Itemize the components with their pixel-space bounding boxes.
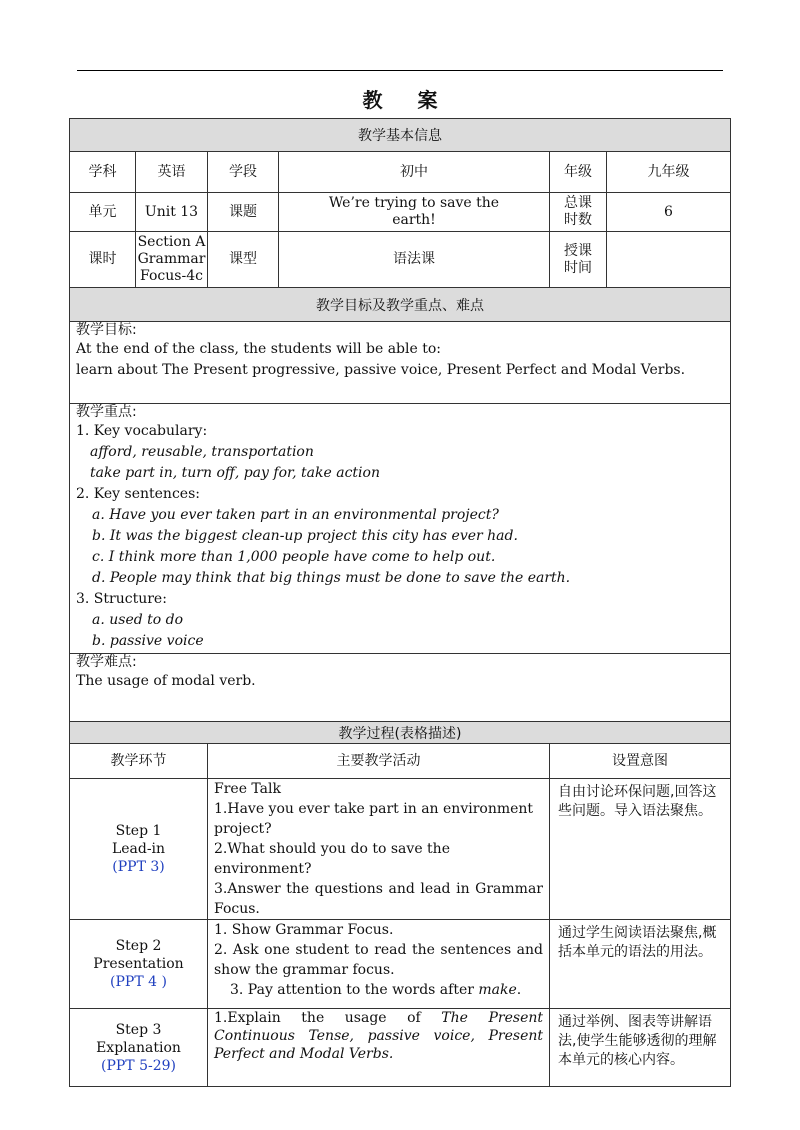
period-label: 课时 [70, 232, 136, 288]
activity-line [214, 980, 543, 1000]
difficult-points [70, 654, 731, 722]
step-name: Step 2 [115, 938, 162, 954]
process-header: 教学过程(表格描述) [70, 722, 731, 744]
topic-value [279, 193, 550, 232]
period-line: Section A [137, 234, 206, 250]
unit-label: 单元 [70, 193, 136, 232]
step-3-cell [70, 1009, 208, 1087]
structure-item: b. passive voice [92, 633, 204, 649]
subject-value: 英语 [136, 152, 208, 193]
step-1-cell [70, 779, 208, 920]
activity-text: . [516, 982, 522, 998]
step-sub: Presentation [93, 956, 184, 972]
subject-label: 学科 [70, 152, 136, 193]
step-ppt: (PPT 4 ) [110, 974, 167, 990]
topic-line: earth! [392, 212, 436, 228]
total-periods-value: 6 [607, 193, 731, 232]
activity-line: Free Talk [214, 781, 281, 797]
activity-line: 3.Answer the questions and lead in Grammar Focus. [214, 881, 543, 917]
step-3-intent: 通过举例、图表等讲解语法,使学生能够透彻的理解本单元的核心内容。 [550, 1009, 731, 1087]
step-sub: Lead-in [111, 841, 166, 857]
process-col-intent: 设置意图 [550, 744, 731, 779]
goals-line: learn about The Present progressive, passive voice, Present Perfect and Modal Verbs. [76, 362, 686, 378]
step-name: Step 3 [115, 1021, 162, 1038]
period-value [136, 232, 208, 288]
process-col-activity: 主要教学活动 [208, 744, 550, 779]
goals-label: 教学目标: [76, 322, 137, 338]
key-points-label: 教学重点: [76, 404, 137, 420]
step-1-activities [208, 779, 550, 920]
total-periods-label-line: 总课 [564, 195, 592, 211]
header-rule [77, 70, 723, 71]
total-periods-label-line: 时数 [564, 212, 592, 228]
difficult-points-label: 教学难点: [76, 654, 137, 670]
step-1-intent: 自由讨论环保问题,回答这些问题。导入语法聚焦。 [550, 779, 731, 920]
objectives-header: 教学目标及教学重点、难点 [70, 288, 731, 322]
unit-value: Unit 13 [136, 193, 208, 232]
key-sentence: d. People may think that big things must be done to save the earth. [92, 570, 571, 586]
teaching-time-label [550, 232, 607, 288]
stage-label: 学段 [208, 152, 279, 193]
activity-line: 2. Ask one student to read the sentences and show the grammar focus. [214, 942, 543, 978]
process-col-stage: 教学环节 [70, 744, 208, 779]
structure-item: a. used to do [92, 612, 184, 628]
activity-line: 2.What should you do to save the environment? [214, 841, 450, 877]
activity-text: 3. Pay attention to the words after [230, 982, 479, 998]
key-sentences-heading: 2. Key sentences: [76, 486, 200, 502]
activity-line: 1. Show Grammar Focus. [214, 922, 394, 938]
key-vocab-line: afford, reusable, transportation [90, 444, 314, 460]
lesson-type-label: 课型 [208, 232, 279, 288]
key-sentence: a. Have you ever taken part in an environmental project? [92, 507, 499, 523]
activity-emphasis: make [478, 982, 517, 998]
topic-line: We’re trying to save the [328, 195, 500, 211]
step-2-activities [208, 920, 550, 1009]
step-2-intent: 通过学生阅读语法聚焦,概括本单元的语法的用法。 [550, 920, 731, 1009]
basic-info-header: 教学基本信息 [70, 119, 731, 152]
teaching-time-value [607, 232, 731, 288]
teaching-time-label-line: 时间 [564, 259, 592, 276]
key-vocab-heading: 1. Key vocabulary: [76, 423, 208, 439]
step-2-cell [70, 920, 208, 1009]
structure-heading: 3. Structure: [76, 591, 167, 607]
step-ppt: (PPT 5-29) [100, 1057, 176, 1074]
goals-line: At the end of the class, the students will be able to: [76, 341, 441, 357]
grade-value: 九年级 [607, 152, 731, 193]
activity-emphasis: The Present Continuous Tense, passive voice, Present Perfect and Modal Verbs. [214, 1010, 543, 1062]
period-line: Focus-4c [140, 268, 203, 284]
period-line: Grammar [137, 251, 206, 267]
total-periods-label [550, 193, 607, 232]
step-name: Step 1 [115, 823, 162, 839]
step-ppt: (PPT 3) [112, 859, 165, 875]
key-sentence: c. I think more than 1,000 people have come to help out. [92, 549, 496, 565]
stage-value: 初中 [279, 152, 550, 193]
document-title: 教 案 [362, 88, 452, 112]
key-points [70, 404, 731, 654]
key-sentence: b. It was the biggest clean-up project this city has ever had. [92, 528, 518, 544]
teaching-time-label-line: 授课 [564, 242, 592, 259]
lesson-plan-table [69, 118, 731, 1087]
lesson-type-value: 语法课 [279, 232, 550, 288]
activity-text: 1.Explain the usage of [214, 1010, 442, 1026]
activity-line [214, 1009, 543, 1063]
teaching-goals [70, 322, 731, 404]
key-vocab-line: take part in, turn off, pay for, take action [90, 465, 380, 481]
step-sub: Explanation [96, 1039, 181, 1056]
difficult-points-line: The usage of modal verb. [76, 673, 256, 689]
topic-label: 课题 [208, 193, 279, 232]
step-3-activities [208, 1009, 550, 1087]
activity-line: 1.Have you ever take part in an environment project? [214, 801, 534, 837]
grade-label: 年级 [550, 152, 607, 193]
